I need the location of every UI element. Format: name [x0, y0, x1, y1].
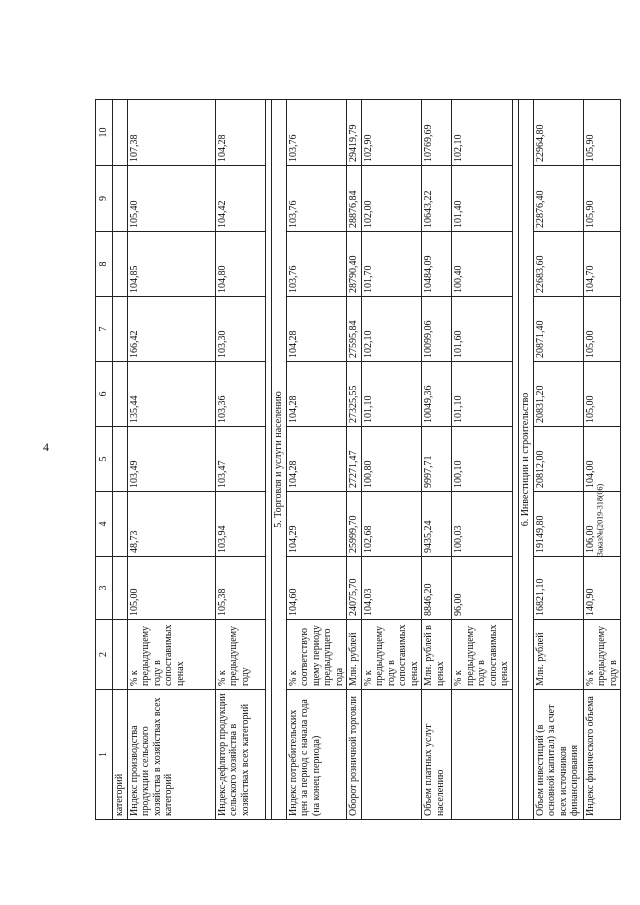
row-unit: % к предыдущему году в сопоставимых ценах [361, 620, 422, 690]
section-heading-row [271, 100, 286, 820]
row-value: 100,10 [452, 427, 513, 492]
row-value: 10769,69 [422, 100, 452, 166]
row-value: 104,00 [583, 427, 621, 492]
section-heading: 5. Торговля и услуги населению [271, 100, 286, 820]
table-row [286, 100, 347, 820]
row-unit: Млн. рублей в ценах [422, 620, 452, 690]
table-row [583, 100, 621, 820]
row-value: 48,73 [127, 492, 215, 557]
row-value: 104,29 [286, 492, 347, 557]
table-row [452, 100, 513, 820]
row-value: 101,70 [361, 232, 422, 297]
row-value: 104,85 [127, 232, 215, 297]
row-value: 107,38 [127, 100, 215, 166]
column-header: 8 [96, 232, 113, 297]
row-value: 103,94 [215, 492, 265, 557]
row-value: 8846,20 [422, 557, 452, 620]
page-number: 4 [43, 440, 49, 454]
table-row [215, 100, 265, 820]
row-value: 100,80 [361, 427, 422, 492]
row-value: 27325,55 [347, 362, 362, 427]
row-value: 104,70 [583, 232, 621, 297]
row-label: Индекс физического объема [583, 690, 621, 820]
column-header: 2 [96, 620, 113, 690]
row-unit: Млн. рублей [347, 620, 362, 690]
column-header: 6 [96, 362, 113, 427]
row-value: 101,60 [452, 297, 513, 362]
row-value: 166,42 [127, 297, 215, 362]
row-unit: % к предыдущему году в сопоставимых ценах [127, 620, 215, 690]
table-row [347, 100, 362, 820]
row-value: 29419,79 [347, 100, 362, 166]
row-value: 103,30 [215, 297, 265, 362]
section-heading: 6. Инвестиции и строительство [518, 100, 533, 820]
column-header: 10 [96, 100, 113, 166]
row-label [361, 690, 422, 820]
row-value: 103,47 [215, 427, 265, 492]
row-value: 19149,80 [533, 492, 583, 557]
row-value: 16821,10 [533, 557, 583, 620]
carry-over-label: категорий [113, 690, 128, 820]
row-value: 104,42 [215, 166, 265, 232]
row-value: 103,49 [127, 427, 215, 492]
column-header: 4 [96, 492, 113, 557]
row-value: 103,76 [286, 100, 347, 166]
row-value: 105,90 [583, 166, 621, 232]
row-value: 10099,06 [422, 297, 452, 362]
row-value: 102,10 [361, 297, 422, 362]
footer-code: Заказ№(2019-318(06) [595, 483, 605, 557]
column-header: 3 [96, 557, 113, 620]
row-value: 22964,80 [533, 100, 583, 166]
row-value: 20812,00 [533, 427, 583, 492]
table-row [127, 100, 215, 820]
row-unit: % к предыдущему году [215, 620, 265, 690]
row-value: 104,28 [286, 362, 347, 427]
row-value: 101,40 [452, 166, 513, 232]
column-header: 7 [96, 297, 113, 362]
row-value: 105,00 [127, 557, 215, 620]
row-value: 104,28 [286, 427, 347, 492]
row-value: 25999,70 [347, 492, 362, 557]
table-header-row [96, 100, 113, 820]
row-value: 101,10 [452, 362, 513, 427]
row-value: 104,28 [286, 297, 347, 362]
row-value: 105,00 [583, 297, 621, 362]
row-value: 101,10 [361, 362, 422, 427]
row-value: 103,76 [286, 232, 347, 297]
indicators-table [95, 99, 621, 820]
row-unit: % к предыдущему году в [583, 620, 621, 690]
row-value: 10643,22 [422, 166, 452, 232]
row-value: 104,03 [361, 557, 422, 620]
section-heading-row [518, 100, 533, 820]
row-label [452, 690, 513, 820]
row-value: 28790,40 [347, 232, 362, 297]
row-value: 105,90 [583, 100, 621, 166]
row-value: 24075,70 [347, 557, 362, 620]
table-row [533, 100, 583, 820]
carry-over-row [113, 100, 128, 820]
row-value: 102,10 [452, 100, 513, 166]
row-unit: Млн. рублей [533, 620, 583, 690]
row-value: 102,00 [361, 166, 422, 232]
row-value: 135,44 [127, 362, 215, 427]
column-header: 5 [96, 427, 113, 492]
row-value: 9435,24 [422, 492, 452, 557]
row-value: 105,40 [127, 166, 215, 232]
row-label: Объем платных услуг населению [422, 690, 452, 820]
row-value: 100,40 [452, 232, 513, 297]
row-value: 20871,40 [533, 297, 583, 362]
row-label: Оборот розничной торговли [347, 690, 362, 820]
row-value: 103,36 [215, 362, 265, 427]
row-value: 140,90 [583, 557, 621, 620]
row-value: 10484,09 [422, 232, 452, 297]
row-label: Объем инвестиций (в основной капитал) за счет всех источников финансирования [533, 690, 583, 820]
row-label: Индекс потребительских цен за период с начала года (на конец периода) [286, 690, 347, 820]
row-value: 105,00 [583, 362, 621, 427]
row-value: 104,60 [286, 557, 347, 620]
table-row [422, 100, 452, 820]
row-value: 96,00 [452, 557, 513, 620]
row-value: 104,80 [215, 232, 265, 297]
row-label: Индекс производства продукции сельского хозяйства в хозяйствах всех категорий [127, 690, 215, 820]
row-value: 104,28 [215, 100, 265, 166]
column-header: 1 [96, 690, 113, 820]
row-unit: % к соответствующему периоду предыдущего года [286, 620, 347, 690]
row-value: 105,38 [215, 557, 265, 620]
row-value: 100,03 [452, 492, 513, 557]
row-value: 28876,84 [347, 166, 362, 232]
row-value: 27595,84 [347, 297, 362, 362]
row-value: 20831,20 [533, 362, 583, 427]
row-value: 10049,36 [422, 362, 452, 427]
row-value: 102,90 [361, 100, 422, 166]
row-value: 103,76 [286, 166, 347, 232]
row-value: 27271,47 [347, 427, 362, 492]
row-value: 22876,40 [533, 166, 583, 232]
column-header: 9 [96, 166, 113, 232]
row-value: 106,00 [583, 492, 621, 557]
row-value: 9997,71 [422, 427, 452, 492]
table-row [361, 100, 422, 820]
row-unit: % к предыдущему году в сопоставимых ценах [452, 620, 513, 690]
row-value: 102,68 [361, 492, 422, 557]
row-value: 22683,60 [533, 232, 583, 297]
row-label: Индекс-дефлятор продукции сельского хозяйства в хозяйствах всех категорий [215, 690, 265, 820]
